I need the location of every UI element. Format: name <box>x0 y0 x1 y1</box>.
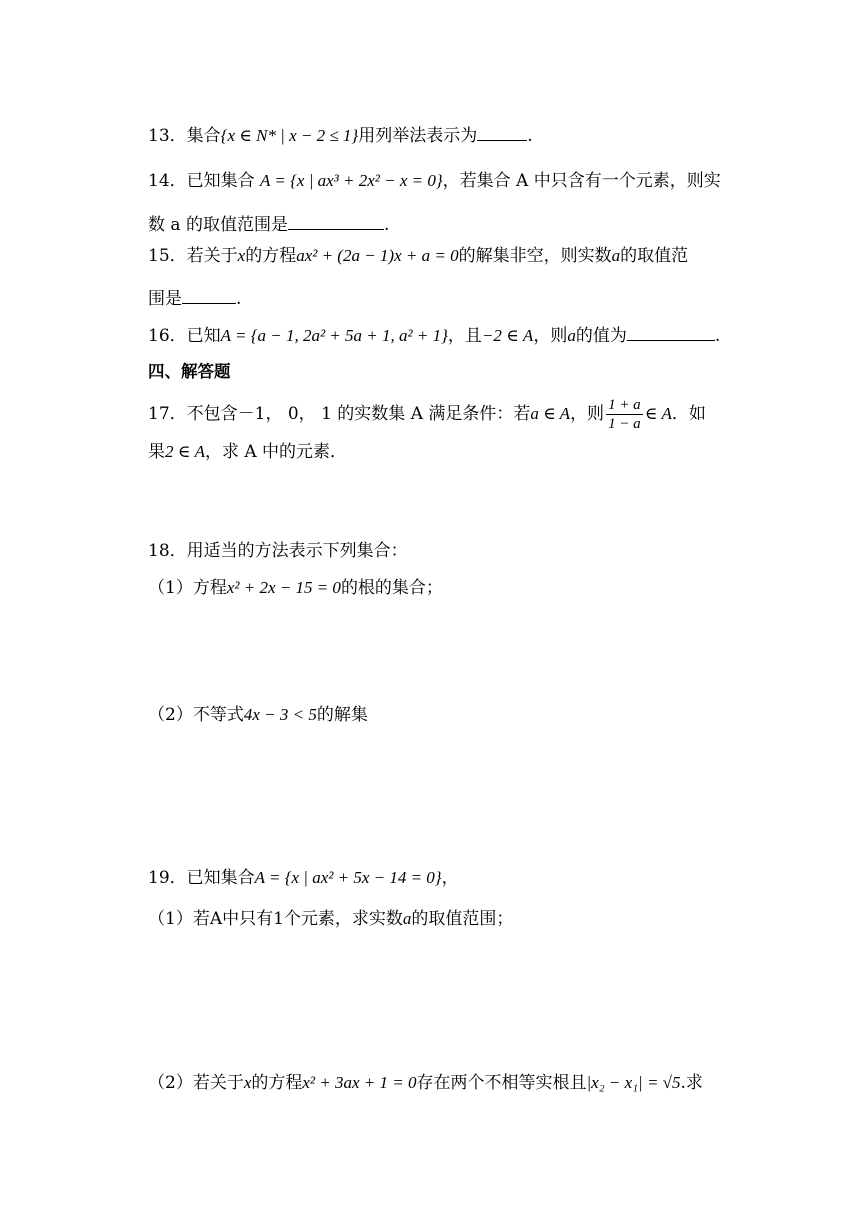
question-14-cont <box>148 211 720 237</box>
q15-text: 的解集非空，则实数 <box>458 246 612 266</box>
question-19-part-2 <box>148 1071 720 1095</box>
q19-text: 已知集合 <box>186 868 255 888</box>
question-15-cont <box>148 285 720 311</box>
q15-answer-blank[interactable] <box>182 285 236 304</box>
q18-part-1-text: 的根的集合； <box>340 578 443 598</box>
q15-text: 的取值范 <box>620 246 689 266</box>
q15-var: a <box>611 246 621 265</box>
q17-fraction-numerator: 1 + a <box>608 397 641 413</box>
q14-period: . <box>383 215 390 235</box>
q16-set-expression: A = {a − 1, 2a² + 5a + 1, a² + 1} <box>220 326 448 345</box>
q19-part-2-text: 若关于 <box>192 1073 244 1093</box>
q16-text: 的值为 <box>575 326 627 346</box>
question-16 <box>148 322 720 348</box>
q19-part-1-var: a <box>402 909 412 928</box>
question-18-part-1 <box>148 576 720 600</box>
question-13 <box>148 122 720 148</box>
q16-text: ，则 <box>533 326 568 346</box>
q13-set-expression: {x ∈ N* | x − 2 ≤ 1} <box>220 126 359 145</box>
q17-text: ．如 <box>671 404 706 424</box>
q16-var: a <box>567 326 576 345</box>
q19-part-2-equation: x² + 3ax + 1 = 0 <box>302 1073 417 1092</box>
q15-text: 若关于 <box>186 246 238 266</box>
q14-text: 数 a 的取值范围是 <box>148 215 288 235</box>
q18-part-2-label: （2） <box>148 705 193 725</box>
q13-number: 13． <box>148 126 187 146</box>
q13-text: 用列举法表示为 <box>358 126 478 146</box>
q19-part-1-text: 若A中只有1个元素，求实数 <box>192 909 403 929</box>
q17-text: 果 <box>148 442 165 462</box>
q17-membership: ∈ A <box>644 404 672 423</box>
q15-period: . <box>236 289 242 309</box>
question-14 <box>148 169 720 193</box>
q19-part-2-condition: |x₂ − x₁| = √5 <box>586 1073 681 1092</box>
q18-part-1-equation: x² + 2x − 15 = 0 <box>226 578 341 597</box>
question-19-part-1 <box>148 907 720 931</box>
q18-part-2-inequality: 4x − 3 < 5 <box>243 705 317 724</box>
q17-fraction <box>606 396 643 433</box>
q15-text: 的方程 <box>245 246 297 266</box>
q19-text: ， <box>441 868 459 888</box>
q19-part-2-text: .求 <box>680 1073 703 1093</box>
q19-number: 19． <box>148 868 187 888</box>
q17-number: 17． <box>148 404 187 424</box>
section-heading: 四、解答题 <box>148 362 231 381</box>
q18-part-2-text: 的解集 <box>316 705 368 725</box>
q13-text: 集合 <box>186 126 221 146</box>
q18-part-1-text: 方程 <box>192 578 227 598</box>
question-15 <box>148 244 720 268</box>
q17-text: ，求 A 中的元素． <box>204 442 348 462</box>
q14-set-expression: A = {x | ax³ + 2x² − x = 0} <box>260 171 443 190</box>
q14-text: ，若集合 A 中只含有一个元素，则实 <box>442 171 721 191</box>
q16-period: . <box>714 326 721 346</box>
q18-text: 用适当的方法表示下列集合： <box>186 541 408 561</box>
q17-given: 2 ∈ A <box>165 442 205 461</box>
q19-part-1-text: 的取值范围； <box>411 909 514 929</box>
q15-text: 围是 <box>148 289 182 309</box>
q18-number: 18． <box>148 541 187 561</box>
q17-condition: a ∈ A <box>530 404 571 423</box>
question-18 <box>148 539 720 563</box>
q13-period: . <box>527 126 533 146</box>
q17-text: 不包含－1， 0， 1 的实数集 A 满足条件：若 <box>186 404 531 424</box>
q15-number: 15． <box>148 246 187 266</box>
q16-number: 16． <box>148 326 187 346</box>
q17-fraction-denominator: 1 − a <box>608 416 641 432</box>
question-18-part-2 <box>148 703 720 727</box>
q15-equation: ax² + (2a − 1)x + a = 0 <box>296 246 459 265</box>
q14-number: 14． <box>148 171 187 191</box>
q19-part-2-text: 存在两个不相等实根且 <box>416 1073 587 1093</box>
q14-text: 已知集合 <box>186 171 261 191</box>
q19-part-2-var: x <box>243 1073 252 1092</box>
q16-text: ，且 <box>447 326 482 346</box>
q16-text: 已知 <box>186 326 221 346</box>
question-19 <box>148 866 720 890</box>
q18-part-1-label: （1） <box>148 578 193 598</box>
q17-text: ，则 <box>570 404 605 424</box>
q18-part-2-text: 不等式 <box>192 705 244 725</box>
q16-answer-blank[interactable] <box>627 322 715 341</box>
q19-set-expression: A = {x | ax² + 5x − 14 = 0} <box>254 868 442 887</box>
q16-condition: −2 ∈ A <box>481 326 534 345</box>
q15-var: x <box>237 246 246 265</box>
q13-answer-blank[interactable] <box>477 122 527 141</box>
q19-part-1-label: （1） <box>148 909 193 929</box>
q14-answer-blank[interactable] <box>288 211 384 230</box>
question-17-cont <box>148 440 720 464</box>
q19-part-2-label: （2） <box>148 1073 193 1093</box>
q19-part-2-text: 的方程 <box>251 1073 303 1093</box>
question-17 <box>148 396 720 433</box>
